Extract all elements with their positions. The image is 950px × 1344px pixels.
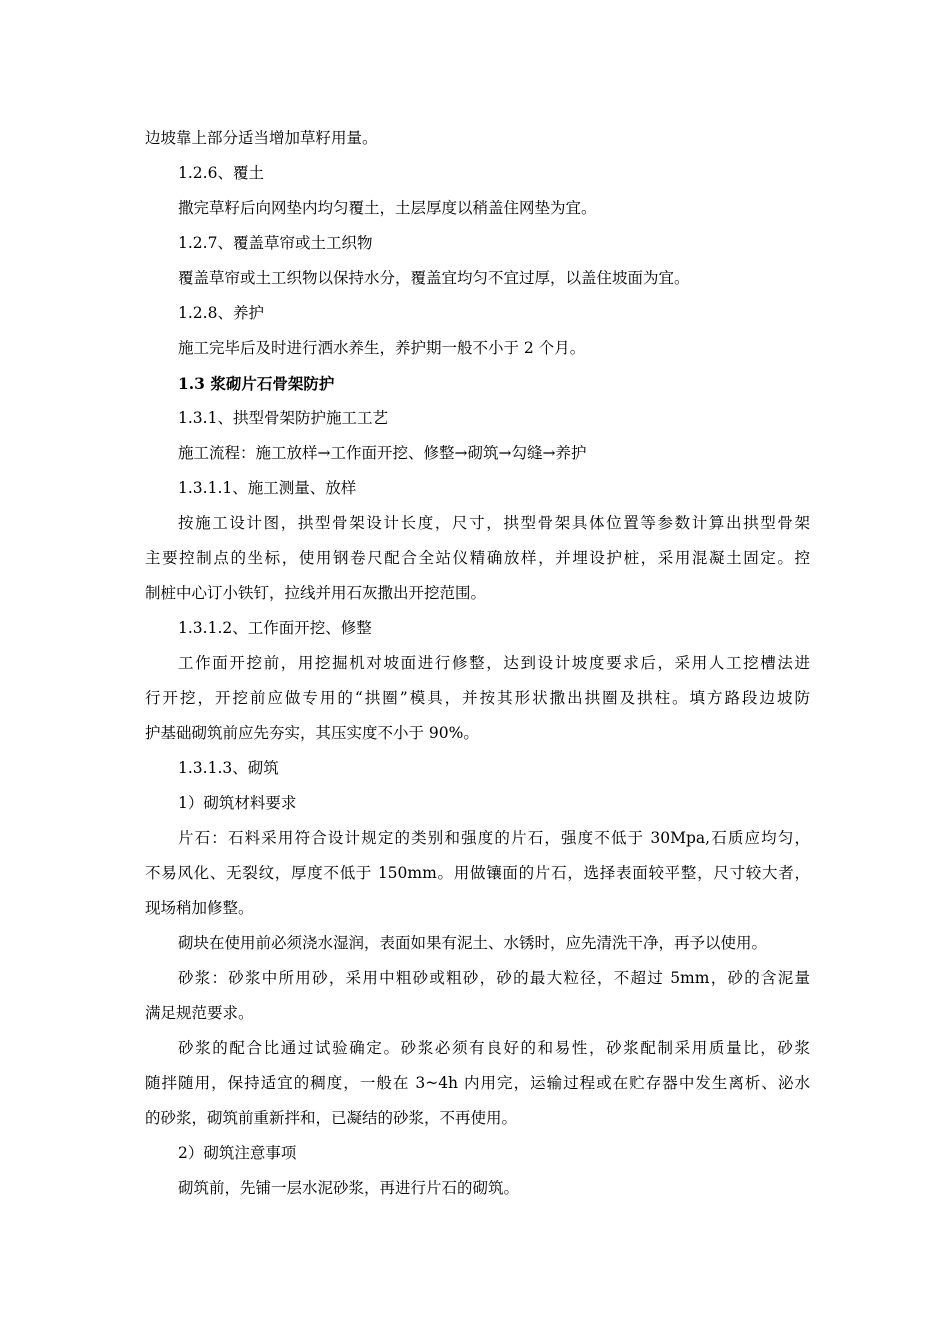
section-heading: 1.3.1.2、工作面开挖、修整	[178, 619, 372, 637]
paragraph-line: 的砂浆，砌筑前重新拌和，已凝结的砂浆，不再使用。	[145, 1109, 518, 1127]
paragraph-line: 砂浆：砂浆中所用砂，采用中粗砂或粗砂，砂的最大粒径，不超过 5mm，砂的含泥量	[178, 969, 810, 987]
paragraph-line: 覆盖草帘或土工织物以保持水分，覆盖宜均匀不宜过厚，以盖住坡面为宜。	[178, 269, 690, 287]
paragraph-line: 按施工设计图，拱型骨架设计长度，尺寸，拱型骨架具体位置等参数计算出拱型骨架	[178, 514, 810, 532]
paragraph-line: 护基础砌筑前应先夯实，其压实度不小于 90%。	[145, 724, 479, 742]
paragraph-line: 边坡靠上部分适当增加草籽用量。	[145, 129, 378, 147]
paragraph-line: 主要控制点的坐标，使用钢卷尺配合全站仪精确放样，并埋设护桩，采用混凝土固定。控	[145, 549, 810, 567]
list-heading: 1）砌筑材料要求	[178, 794, 297, 812]
section-heading: 1.3.1、拱型骨架防护施工工艺	[178, 409, 388, 427]
paragraph-line: 工作面开挖前，用挖掘机对坡面进行修整，达到设计坡度要求后，采用人工挖槽法进	[178, 654, 810, 672]
paragraph-line: 砂浆的配合比通过试验确定。砂浆必须有良好的和易性，砂浆配制采用质量比，砂浆	[178, 1039, 810, 1057]
section-heading-bold: 1.3 浆砌片石骨架防护	[178, 374, 335, 393]
list-heading: 2）砌筑注意事项	[178, 1144, 297, 1162]
paragraph-line: 砌筑前，先铺一层水泥砂浆，再进行片石的砌筑。	[178, 1179, 520, 1197]
paragraph-line: 行开挖，开挖前应做专用的“拱圈”模具，并按其形状撒出拱圈及拱柱。填方路段边坡防	[145, 689, 810, 707]
paragraph-line: 砌块在使用前必须浇水湿润，表面如果有泥土、水锈时，应先清洗干净，再予以使用。	[178, 934, 768, 952]
paragraph-line: 施工完毕后及时进行洒水养生，养护期一般不小于 2 个月。	[178, 339, 586, 357]
section-heading: 1.2.7、覆盖草帘或土工织物	[178, 234, 373, 252]
paragraph-line: 施工流程：施工放样→工作面开挖、修整→砌筑→勾缝→养护	[178, 444, 587, 462]
paragraph-line: 随拌随用，保持适宜的稠度，一般在 3~4h 内用完，运输过程或在贮存器中发生离析、泌水	[145, 1074, 810, 1092]
paragraph-line: 现场稍加修整。	[145, 899, 254, 917]
section-heading: 1.3.1.3、砌筑	[178, 759, 279, 777]
paragraph-line: 片石：石料采用符合设计规定的类别和强度的片石，强度不低于 30Mpa,石质应均匀，	[178, 829, 810, 847]
paragraph-line: 满足规范要求。	[145, 1004, 254, 1022]
document-body	[145, 121, 810, 1206]
section-heading: 1.3.1.1、施工测量、放样	[178, 479, 357, 497]
paragraph-line: 撒完草籽后向网垫内均匀覆土，土层厚度以稍盖住网垫为宜。	[178, 199, 597, 217]
section-heading: 1.2.8、养护	[178, 304, 264, 322]
section-heading: 1.2.6、覆土	[178, 164, 264, 182]
paragraph-line: 不易风化、无裂纹，厚度不低于 150mm。用做镶面的片石，选择表面较平整，尺寸较大者，	[145, 864, 810, 882]
paragraph-line: 制桩中心订小铁钉，拉线并用石灰撒出开挖范围。	[145, 584, 487, 602]
